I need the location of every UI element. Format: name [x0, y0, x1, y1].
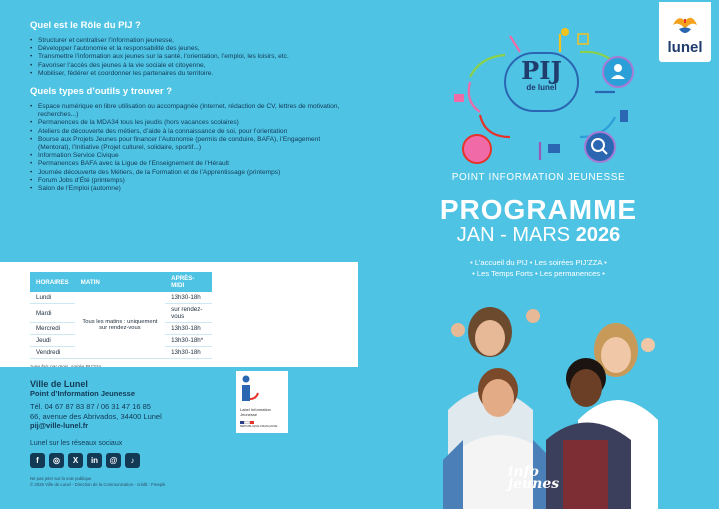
pin-icon: [561, 28, 569, 36]
phone-icon: [620, 110, 628, 122]
header-morning: MATIN: [75, 272, 165, 292]
afternoon-cell: 13h30-18h: [165, 292, 212, 304]
afternoon-cell: sur rendez-vous: [165, 304, 212, 323]
email-link[interactable]: pij@ville-lunel.fr: [30, 421, 89, 430]
pij-sub-text: de lunel: [526, 83, 557, 92]
list-item: • Journée découverte des Métiers, de la Formation et de l’Apprentissage (printemps): [30, 169, 340, 177]
pij-big-text: PIJ: [521, 56, 562, 85]
linkedin-icon[interactable]: in: [87, 453, 102, 468]
lunel-logo: [659, 2, 711, 62]
section-title-role: Quel est le Rôle du PIJ ?: [30, 20, 141, 31]
people-bubble-icon: [463, 135, 491, 163]
phone-text: Tél. 04 67 87 83 87 / 06 31 47 16 85: [30, 402, 151, 411]
service-name: Point d’Information Jeunesse: [30, 389, 136, 398]
info-jeunes-logo: [508, 466, 559, 490]
list-item: • Développer l’autonomie et la responsabilité des jeunes,: [30, 45, 340, 53]
list-item: • Structurer et centraliser l’information jeunesse,: [30, 37, 340, 45]
threads-icon[interactable]: @: [106, 453, 121, 468]
tagline-line-2: • Les Temps Forts • Les permanences •: [472, 269, 605, 278]
list-item: • Forum Jobs d’Été (printemps): [30, 177, 340, 185]
list-item: • Information Service Civique: [30, 152, 340, 160]
instagram-icon[interactable]: ◎: [49, 453, 64, 468]
info-jeunes-word-2: jeunes: [508, 476, 560, 492]
day-cell: Jeudi: [30, 335, 75, 347]
tagline-line-1: • L’accueil du PIJ • Les soirées PIJ’ZZA •: [470, 258, 607, 267]
list-item: • Espace numérique en libre utilisation ou accompagnée (Internet, rédaction de CV, lettres de motivation, recherches...): [30, 103, 340, 119]
table-row: [30, 292, 212, 304]
film-icon: [578, 34, 588, 44]
programme-title: PROGRAMME: [439, 194, 638, 225]
afternoon-cell: 13h30-18h: [165, 347, 212, 359]
day-cell: Vendredi: [30, 347, 75, 359]
address-text: 66, avenue des Abrivados, 34400 Lunel: [30, 411, 162, 421]
list-item: • Permanences BAFA avec la Ligue de l’Enseignement de l’Hérault: [30, 160, 340, 168]
schedule-panel: [0, 262, 358, 367]
socials-label: Lunel sur les réseaux sociaux: [30, 440, 123, 447]
list-item: • Bourse aux Projets Jeunes pour financer l’Autonomie (permis de conduire, BAFA), l’Engagement (Mentorat), l’Initiative (Projet culturel, solidaire, sportif...): [30, 136, 340, 152]
day-cell: Mercredi: [30, 323, 75, 335]
search-bubble-icon: [585, 132, 615, 162]
camera-icon: [548, 144, 560, 153]
list-item: • Permanences de la MDA34 tous les jeudis (hors vacances scolaires): [30, 119, 340, 127]
list-item: • Transmettre l’information aux jeunes sur la santé, l’orientation, l’emploi, les loisirs, etc.: [30, 53, 340, 61]
contact-panel: [0, 367, 358, 509]
city-name: Ville de Lunel: [30, 379, 88, 389]
x-icon[interactable]: X: [68, 453, 83, 468]
section-title-tools: Quels types d’outils y trouver ?: [30, 86, 173, 98]
afternoon-cell: 13h30-18h*: [165, 335, 212, 347]
morning-cell: Tous les matins : uniquement sur rendez-vous: [75, 292, 165, 359]
legal-line: Ne pas jeter sur la voie publique: [30, 476, 92, 481]
legal-line: © 2026 Ville de Lunel - Direction de la Communication - crédit : Freepik: [30, 482, 166, 487]
tiktok-icon[interactable]: ♪: [125, 453, 140, 468]
day-cell: Lundi: [30, 292, 75, 304]
afternoon-cell: 13h30-18h: [165, 323, 212, 335]
label-text: Label Information Jeunesse: [240, 407, 271, 417]
left-info-panel: [0, 0, 358, 262]
info-jeunes-word-1: info: [508, 464, 539, 480]
table-header-row: [30, 272, 212, 292]
cover-panel: [358, 0, 719, 509]
list-item: • Salon de l’Emploi (automne): [30, 185, 340, 193]
dates-year: 2026: [575, 224, 621, 246]
header-afternoon: APRÈS-MIDI: [165, 272, 212, 292]
schedule-table: [30, 272, 212, 359]
role-list: [30, 37, 340, 78]
social-icons: [30, 453, 358, 468]
label-footer: RÉPUBLIQUE FRANÇAISE: [240, 423, 278, 428]
header-hours: HORAIRES: [30, 272, 75, 292]
list-item: • Favoriser l’accès des jeunes à la vie sociale et citoyenne,: [30, 62, 340, 70]
legal-text: [30, 476, 358, 488]
tools-list: [30, 103, 340, 193]
list-item: • Ateliers de découverte des métiers, d’aide à la connaissance de soi, pour l’orientation: [30, 128, 340, 136]
day-cell: Mardi: [30, 304, 75, 323]
pij-full-title: POINT INFORMATION JEUNESSE: [451, 172, 626, 183]
lunel-wordmark: lunel: [667, 39, 703, 56]
lunel-emblem-icon: [670, 13, 700, 39]
pij-bubble: [504, 52, 579, 112]
facebook-icon[interactable]: f: [30, 453, 45, 468]
programme-dates: [358, 224, 719, 247]
list-item: • Mobiliser, fédérer et coordonner les partenaires du territoire.: [30, 70, 340, 78]
label-information-jeunesse: [236, 371, 288, 433]
mail-icon: [454, 94, 464, 102]
info-i-icon: [240, 375, 260, 405]
dates-months: JAN - MARS: [456, 224, 571, 246]
